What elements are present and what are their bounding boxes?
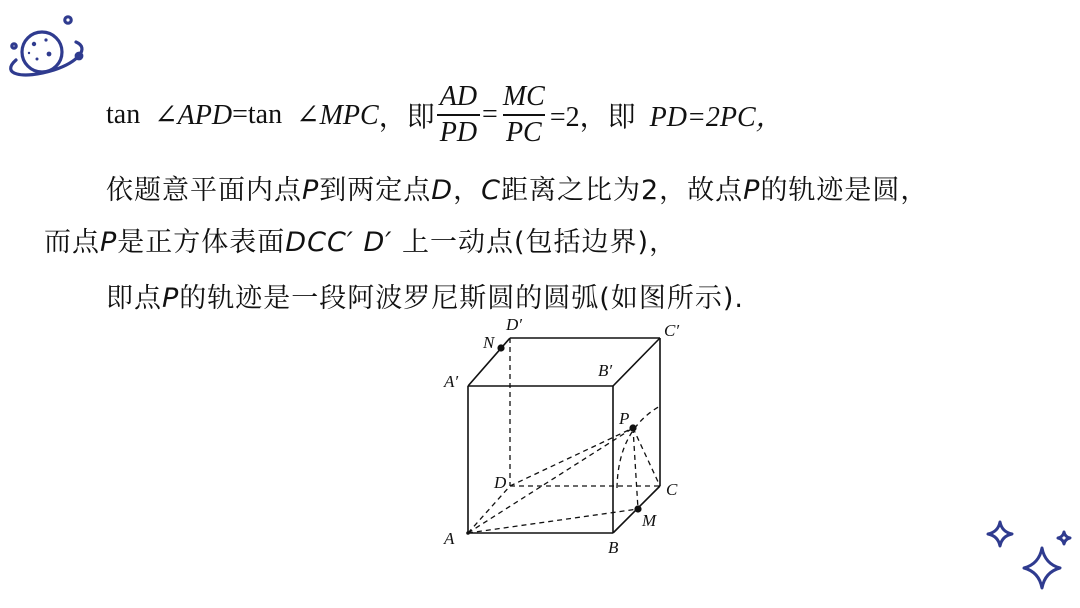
paragraph-1 (106, 168, 928, 207)
angle-mpc: ∠MPC (296, 100, 379, 131)
label-b: B (608, 538, 619, 557)
result-pd-2pc: PD=2PC， (649, 102, 784, 133)
p1-var-c: C (481, 175, 501, 206)
label-b-prime: B′ (598, 361, 613, 380)
p3-text-1: 即点 (106, 283, 162, 314)
label-d-prime: D′ (506, 315, 522, 334)
p1-text-4: 距离之比为2，故点 (500, 175, 744, 206)
label-a-prime: A′ (444, 372, 459, 391)
p1-text-3: ， (453, 175, 482, 206)
fraction-1-denominator: PD (437, 114, 480, 147)
point-a (466, 531, 470, 535)
paragraph-2 (44, 220, 677, 259)
point-m (634, 505, 641, 512)
p1-var-p-2: P (743, 175, 761, 206)
cube-figure (430, 308, 700, 566)
fraction-ad-pd (437, 83, 480, 147)
p2-text-3: 上一动点(包括边界)， (392, 227, 678, 258)
p2-face-name: DCC′ D′ (285, 227, 393, 258)
planet-icon (2, 10, 90, 88)
tan-1: tan (106, 99, 141, 130)
sparkle-stars-icon (980, 518, 1076, 600)
label-a: A (444, 529, 455, 548)
label-n: N (483, 333, 495, 352)
p1-text-5: 的轨迹是圆， (760, 175, 929, 206)
p1-var-d: D (431, 175, 454, 206)
dashed-p-c (633, 428, 660, 486)
p2-text-2: 是正方体表面 (117, 227, 286, 258)
equals-2: = (482, 99, 498, 130)
angle-apd: ∠APD (154, 100, 233, 131)
hidden-edge-a-d (468, 486, 510, 533)
p1-var-p: P (302, 175, 320, 206)
dashed-a-p (468, 428, 633, 533)
dashed-d-p (510, 428, 633, 486)
separator-1: ，即 (378, 102, 435, 133)
label-c-prime: C′ (664, 321, 680, 340)
p2-text-1: 而点 (44, 227, 100, 258)
equals-3: =2，即 (549, 102, 636, 133)
label-d: D (494, 473, 507, 492)
fraction-mc-pc (500, 83, 548, 147)
edge-b-prime-c-prime (613, 338, 660, 386)
dashed-p-m (633, 428, 638, 509)
label-p: P (619, 409, 630, 428)
p2-var-p: P (100, 227, 118, 258)
p3-var-p: P (162, 283, 180, 314)
equation-line (106, 82, 784, 148)
fraction-2-denominator: PC (503, 114, 545, 147)
point-p (629, 424, 636, 431)
fraction-2-numerator: MC (502, 81, 545, 112)
fraction-1-numerator: AD (439, 81, 478, 112)
p1-text-2: 到两定点 (319, 175, 432, 206)
tan-2: tan (247, 99, 283, 130)
p1-text-1: 依题意平面内点 (106, 175, 302, 206)
label-m: M (642, 511, 657, 530)
equals-1: = (232, 99, 248, 130)
p3-text-2: 的轨迹是一段阿波罗尼斯圆的圆弧(如图所示). (179, 283, 744, 314)
point-n (497, 344, 504, 351)
label-c: C (666, 480, 678, 499)
